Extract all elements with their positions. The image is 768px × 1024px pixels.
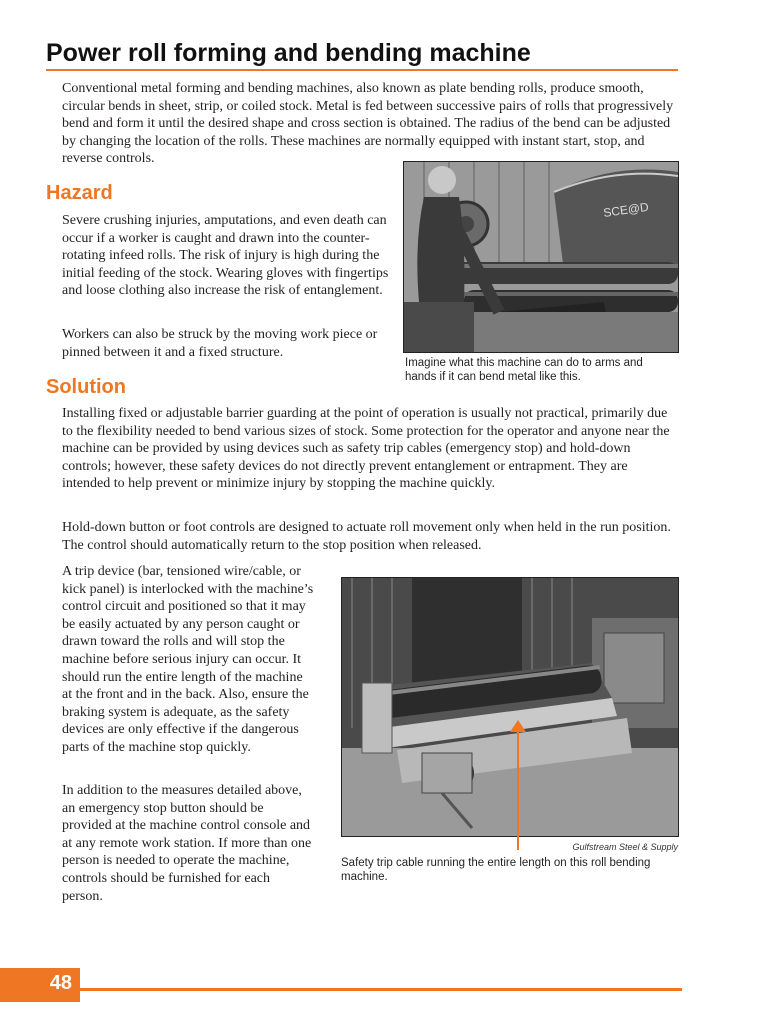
solution-paragraph-3: A trip device (bar, tensioned wire/cable, or kick panel) is interlocked with the machine’s control circuit and positioned so that it may be easily actuated by any person caught or drawn toward the rolls and will stop the machine before serious injury can occur. It should run the entire length of the machine at the front and in the back. Also, ensure the braking system is adequate, as the safety devices are only effective if the dangerous parts of the machine stop quickly. <box>62 564 314 755</box>
solution-paragraph-2: Hold-down button or foot controls are designed to actuate roll movement only when held in the run position. The control should automatically return to the stop position when released. <box>62 520 671 553</box>
hazard-paragraph-1: Severe crushing injuries, amputations, and even death can occur if a worker is caught and drawn into the counter-rotating infeed rolls. The risk of injury is high during the initial feeding of the stock. Wearing gloves with fingertips and loose clothing also increase the risk of entanglement. <box>62 213 389 299</box>
stencil-text: SCE@D <box>602 199 650 220</box>
solution-paragraph-1: Installing fixed or adjustable barrier guarding at the point of operation is usually not practical, primarily due to the flexibility needed to bend various sizes of stock. Some protection for the operator and anyone near the machine can be provided by using devices such as safety trip cables (emergency stop) and hold-down controls; however, these safety devices do not directly prevent entanglement or entrapment. They are intended to help prevent or minimize injury by stopping the machine quickly. <box>62 406 670 492</box>
title-divider <box>46 69 678 71</box>
page-title: Power roll forming and bending machine <box>46 39 531 67</box>
intro-paragraph: Conventional metal forming and bending machines, also known as plate bending rolls, produce smooth, circular bends in sheet, strip, or coiled stock. Metal is fed between successive pairs of rolls that progressively bend and form it until the desired shape and cross section is obtained. The radius of the bend can be adjusted by changing the location of the rolls. These machines are normally equipped with instant start, stop, and reverse controls. <box>62 81 674 167</box>
photo2-caption: Safety trip cable running the entire length on this roll bending machine. <box>341 857 651 883</box>
photo-credit: Gulfstream Steel & Supply <box>572 842 678 852</box>
roll-bending-machine-photo <box>341 577 679 837</box>
hazard-paragraph-2: Workers can also be struck by the moving work piece or pinned between it and a fixed structure. <box>62 327 378 360</box>
hazard-heading: Hazard <box>46 182 113 204</box>
trip-cable-pointer <box>517 728 519 850</box>
photo1-caption: Imagine what this machine can do to arms and hands if it can bend metal like this. <box>405 357 643 383</box>
page-number-box <box>0 968 80 1002</box>
worker-roll-photo <box>403 161 679 353</box>
solution-paragraph-4: In addition to the measures detailed above, an emergency stop button should be provided at the machine control console and at any remote work station. If more than one person is needed to operate the machine, controls should be furnished for each person. <box>62 783 312 904</box>
page-number: 48 <box>49 972 72 994</box>
pointer-arrowhead-icon <box>510 720 526 732</box>
footer-divider <box>80 988 682 991</box>
solution-heading: Solution <box>46 376 126 398</box>
